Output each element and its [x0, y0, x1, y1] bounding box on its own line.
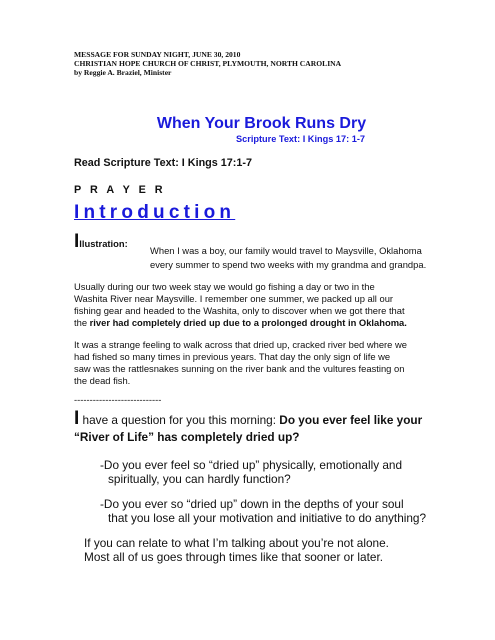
- header-line-church: CHRISTIAN HOPE CHURCH OF CHRIST, PLYMOUTH, NORTH CAROLINA: [74, 59, 342, 68]
- introduction-heading: Introduction: [74, 202, 236, 223]
- bullet-line: spiritually, you can hardly function?: [108, 472, 291, 486]
- question-line: [74, 408, 423, 429]
- paragraph-line: It was a strange feeling to walk across that dried up, cracked river bed where we: [74, 339, 407, 350]
- section-divider: ----------------------------: [74, 394, 162, 405]
- closing-line: Most all of us goes through times like that sooner or later.: [84, 550, 384, 564]
- header-line-author: by Reggie A. Braziel, Minister: [74, 68, 172, 77]
- paragraph-text: the: [74, 317, 90, 328]
- illustration-drop-letter: I: [74, 231, 80, 252]
- paragraph-line: Washita River near Maysville. I remember one summer, we packed up all our: [74, 293, 394, 304]
- illustration-label-text: llustration:: [79, 238, 128, 249]
- paragraph-line: [74, 317, 407, 329]
- illustration-label: [74, 231, 128, 252]
- bullet-line: -Do you ever feel so “dried up” physically, emotionally and: [100, 458, 403, 472]
- illustration-line: every summer to spend two weeks with my grandma and grandpa.: [150, 259, 427, 270]
- paragraph-line: had fished so many times in previous years. That day the only sign of life we: [74, 351, 391, 362]
- closing-line: If you can relate to what I’m talking about you’re not alone.: [84, 536, 389, 550]
- bullet-line: -Do you ever so “dried up” down in the depths of your soul: [100, 497, 404, 511]
- question-drop-letter: I: [74, 408, 80, 429]
- paragraph-line: Usually during our two week stay we would go fishing a day or two in the: [74, 281, 375, 292]
- scripture-subtitle: Scripture Text: I Kings 17: 1-7: [236, 134, 365, 144]
- bullet-line: that you lose all your motivation and initiative to do anything?: [108, 511, 427, 525]
- sermon-title: When Your Brook Runs Dry: [156, 115, 367, 132]
- read-scripture-heading: Read Scripture Text: I Kings 17:1-7: [74, 157, 252, 169]
- paragraph-line: the dead fish.: [74, 375, 131, 386]
- drought-emphasis: river had completely dried up due to a prolonged drought in Oklahoma.: [89, 317, 407, 328]
- question-text: have a question for you this morning:: [79, 413, 280, 427]
- question-emphasis: Do you ever feel like your: [279, 413, 423, 427]
- header-line-message: MESSAGE FOR SUNDAY NIGHT, JUNE 30, 2010: [74, 50, 241, 59]
- question-emphasis-line: “River of Life” has completely dried up?: [74, 430, 300, 444]
- prayer-heading: P R A Y E R: [74, 184, 166, 196]
- paragraph-line: fishing gear and headed to the Washita, only to discover when we got there that: [74, 305, 405, 316]
- illustration-line: When I was a boy, our family would travel to Maysville, Oklahoma: [150, 245, 422, 256]
- paragraph-line: saw was the rattlesnakes sunning on the river bank and the vultures feasting on: [74, 363, 405, 374]
